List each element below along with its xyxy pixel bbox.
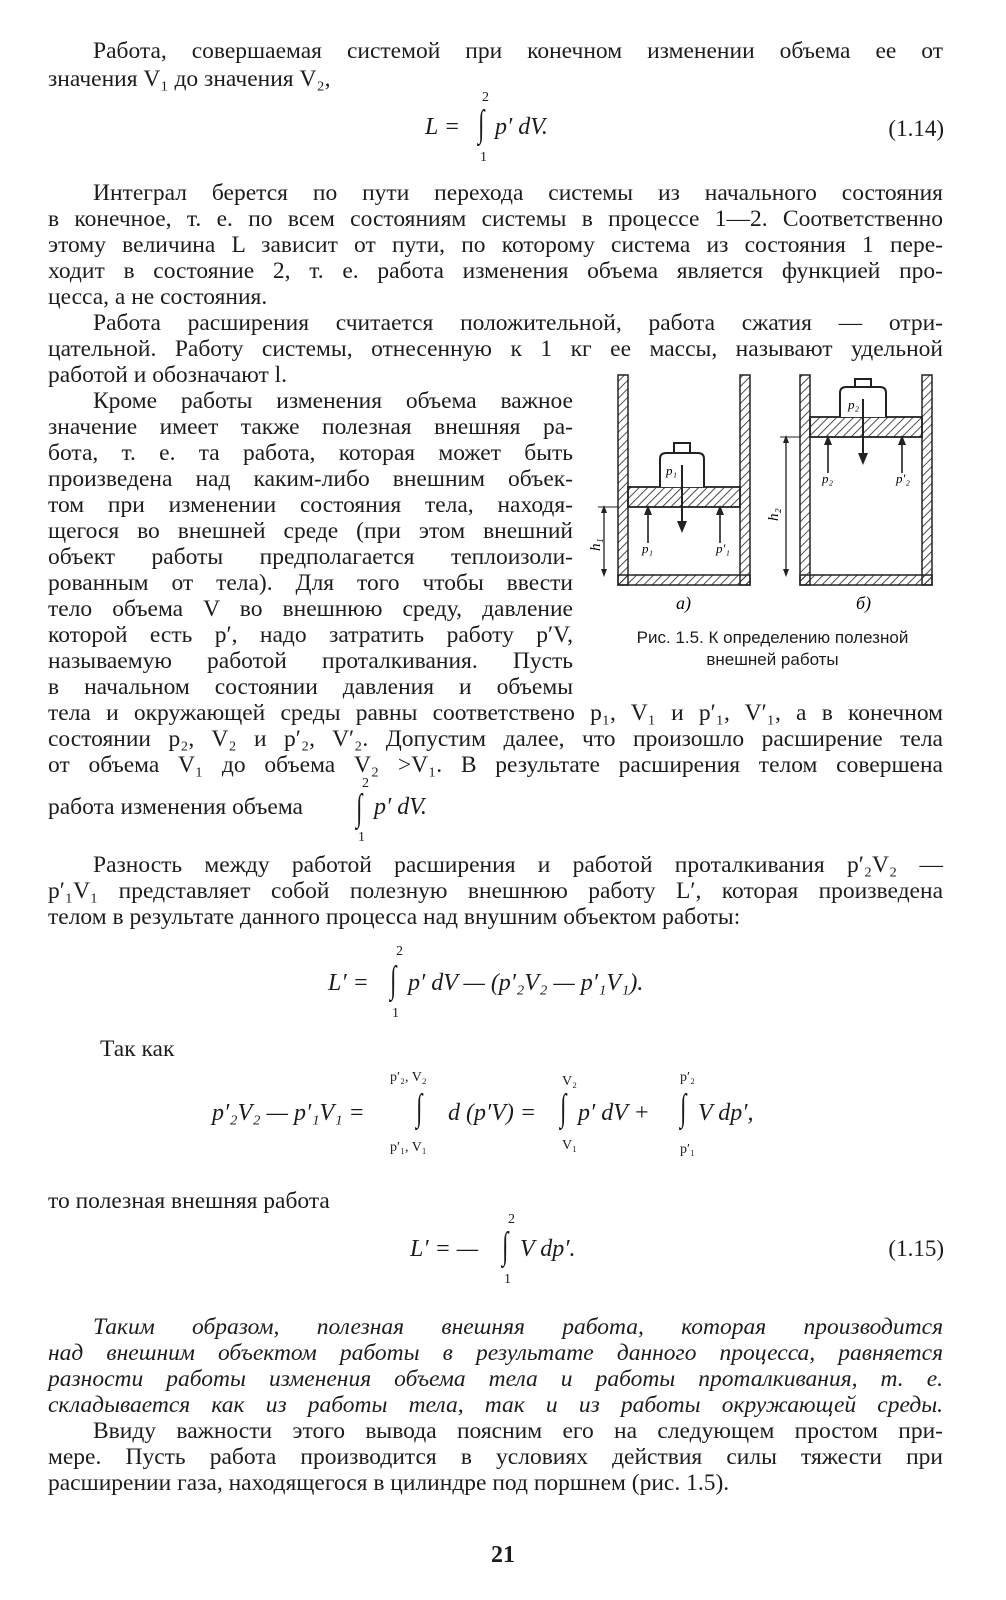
label-a: а): [676, 593, 691, 613]
eqbig-part2: p′ dV +: [578, 1100, 650, 1126]
page-number: 21: [491, 1542, 515, 1568]
label-p1-prime: p′₁: [716, 541, 730, 556]
para3-line3: работой и обозначают l.: [48, 362, 288, 388]
eqbig-lim3-lower: p′₁: [680, 1142, 695, 1157]
para5-line3: телом в результате данного процесса над внушним объектом работы:: [48, 904, 741, 930]
final-line1: Ввиду важности этого вывода поясним его на следующем простом при-: [93, 1418, 943, 1444]
eqL-integral-sign: ∫: [390, 959, 397, 1001]
eqbig-part3: V dp′,: [698, 1100, 754, 1126]
conclusion-line2: над внешним объектом работы в результате данного процесса, равняется: [48, 1340, 943, 1366]
label-b: б): [856, 593, 872, 613]
para4-line10: которой есть p′, надо затратить работу p′V,: [48, 622, 573, 648]
conclusion-line3: разности работы изменения объема тела и работы проталкивания, т. е.: [48, 1366, 943, 1392]
para4-line7: объект работы предполагается теплоизоли-: [48, 544, 573, 570]
figure-caption-line1: Рис. 1.5. К определению полезной: [636, 628, 909, 647]
para2-line3: этому величина L зависит от пути, по которому система из состояния 1 пере-: [48, 232, 943, 258]
label-p1-left: p₁: [642, 541, 654, 556]
para4-line5: том при изменении состояния тела, находя-: [48, 492, 573, 518]
conclusion-line4: складывается как из работы тела, так и из работы окружающей среды.: [48, 1392, 943, 1418]
eqbig-lim2-upper: V₂: [562, 1074, 577, 1089]
inline-integral: [350, 776, 490, 845]
conclusion-line1: Таким образом, полезная внешняя работа, которая производится: [93, 1314, 943, 1340]
para4-full-line3: от объема V₁ до объема V₂ >V₁. В результате расширения телом совершена: [48, 752, 943, 778]
eq114-upper: 2: [482, 90, 489, 105]
inline-lower: 1: [358, 830, 365, 845]
label-p1-weight: p₁: [666, 463, 678, 478]
para4-line4: произведена над каким-либо внешним объек-: [48, 466, 573, 492]
label-p2-weight: p₂: [848, 397, 860, 412]
para3-line2: цательной. Работу системы, отнесенную к 1 кг ее массы, называют удельной: [48, 336, 943, 362]
label-p2-left: p₂: [822, 471, 834, 486]
para4-line2: значение имеет также полезная внешняя ра-: [48, 414, 573, 440]
eqL-upper: 2: [396, 944, 403, 959]
eq115-rhs: V dp′.: [520, 1236, 576, 1262]
equation-1-15: [410, 1212, 710, 1287]
final-line3: расширении газа, находящегося в цилиндре под поршнем (рис. 1.5).: [48, 1470, 730, 1496]
eqbig-lim3-upper: p′₂: [680, 1070, 695, 1085]
tak-kak: Так как: [100, 1036, 175, 1062]
para2-line4: ходит в состояние 2, т. е. работа изменения объема является функцией про-: [48, 258, 943, 284]
para4-line9: тело объема V во внешнюю среду, давление: [48, 596, 573, 622]
para4-end-text: работа изменения объема: [48, 794, 303, 820]
eqL-rhs: p′ dV — (p′₂V₂ — p′₁V₁).: [408, 970, 644, 996]
final-line2: мере. Пусть работа производится в условиях действия силы тяжести при: [48, 1444, 943, 1470]
eqbig-lhs: p′₂V₂ — p′₁V₁ =: [212, 1100, 365, 1126]
para5-line1: Разность между работой расширения и работой проталкивания p′₂V₂ —: [93, 852, 943, 878]
para3-line1: Работа расширения считается положительной, работа сжатия — отри-: [93, 310, 943, 336]
eqL-lower: 1: [392, 1006, 399, 1021]
eq114-lower: 1: [480, 150, 487, 165]
para5-line2: p′₁V₁ представляет собой полезную внешнюю работу L′, которая произведена: [48, 878, 943, 904]
eq115-upper: 2: [508, 1212, 515, 1227]
label-p2-prime: p′₂: [896, 471, 910, 486]
integral-sign: ∫: [478, 103, 485, 145]
para1-line1: Работа, совершаемая системой при конечном изменении объема ее от: [93, 38, 943, 64]
eq115-lhs: L′ = —: [410, 1236, 479, 1262]
inline-upper: 2: [362, 776, 369, 791]
para4-full-line2: состоянии p₂, V₂ и p′₂, V′₂. Допустим далее, что произошло расширение тела: [48, 726, 943, 752]
para4-full-line1: тела и окружающей среды равны соответствено p₁, V₁ и p′₁, V′₁, а в конечном: [48, 700, 943, 726]
equation-number-1-14: (1.14): [888, 116, 944, 141]
eqbig-lim1-upper: p′₂, V₂: [390, 1070, 427, 1085]
figure-1-5-cylinders: [590, 375, 950, 620]
figure-caption-line2: внешней работы: [706, 650, 839, 669]
equation-push-work: [212, 1066, 812, 1166]
para4-line11: называемую работой проталкивания. Пусть: [48, 648, 573, 674]
eq115-integral-sign: ∫: [502, 1225, 509, 1267]
para2-line1: Интеграл берется по пути перехода системы из начального состояния: [93, 180, 943, 206]
para1-line2: значения V₁ до значения V₂,: [48, 66, 331, 92]
equation-number-1-15: (1.15): [888, 1236, 944, 1261]
label-h2: h₂: [766, 508, 782, 521]
para2-line5: цесса, а не состояния.: [48, 284, 268, 310]
para4-line12: в начальном состоянии давления и объемы: [48, 674, 573, 700]
eqbig-integral3: ∫: [680, 1087, 687, 1129]
equation-1-14: [425, 90, 965, 165]
label-h1: h₁: [588, 538, 604, 551]
eq114-rhs: p′ dV.: [495, 114, 548, 140]
eqbig-part1: d (p′V) =: [448, 1100, 537, 1126]
para2-line2: в конечное, т. е. по всем состояниям системы в процессе 1—2. Соответственно: [48, 206, 943, 232]
eq114-lhs: L =: [425, 114, 461, 140]
eqbig-integral2: ∫: [560, 1087, 567, 1129]
eq115-lower: 1: [504, 1272, 511, 1287]
inline-integral-sign: ∫: [356, 787, 363, 829]
to-text: то полезная внешняя работа: [48, 1188, 330, 1214]
para4-line6: щегося во внешней среде (при этом внешний: [48, 518, 573, 544]
para4-line3: бота, т. е. та работа, которая может быть: [48, 440, 573, 466]
eqbig-lim2-lower: V₁: [562, 1138, 577, 1153]
eqbig-lim1-lower: p′₁, V₁: [390, 1140, 427, 1155]
equation-useful-work: [328, 944, 728, 1022]
inline-integrand: p′ dV.: [374, 794, 427, 820]
eqL-lhs: L′ =: [328, 970, 369, 996]
eqbig-integral1: ∫: [416, 1087, 423, 1129]
para4-line8: рованным от тела). Для того чтобы ввести: [48, 570, 573, 596]
para4-line1: Кроме работы изменения объема важное: [93, 388, 573, 414]
